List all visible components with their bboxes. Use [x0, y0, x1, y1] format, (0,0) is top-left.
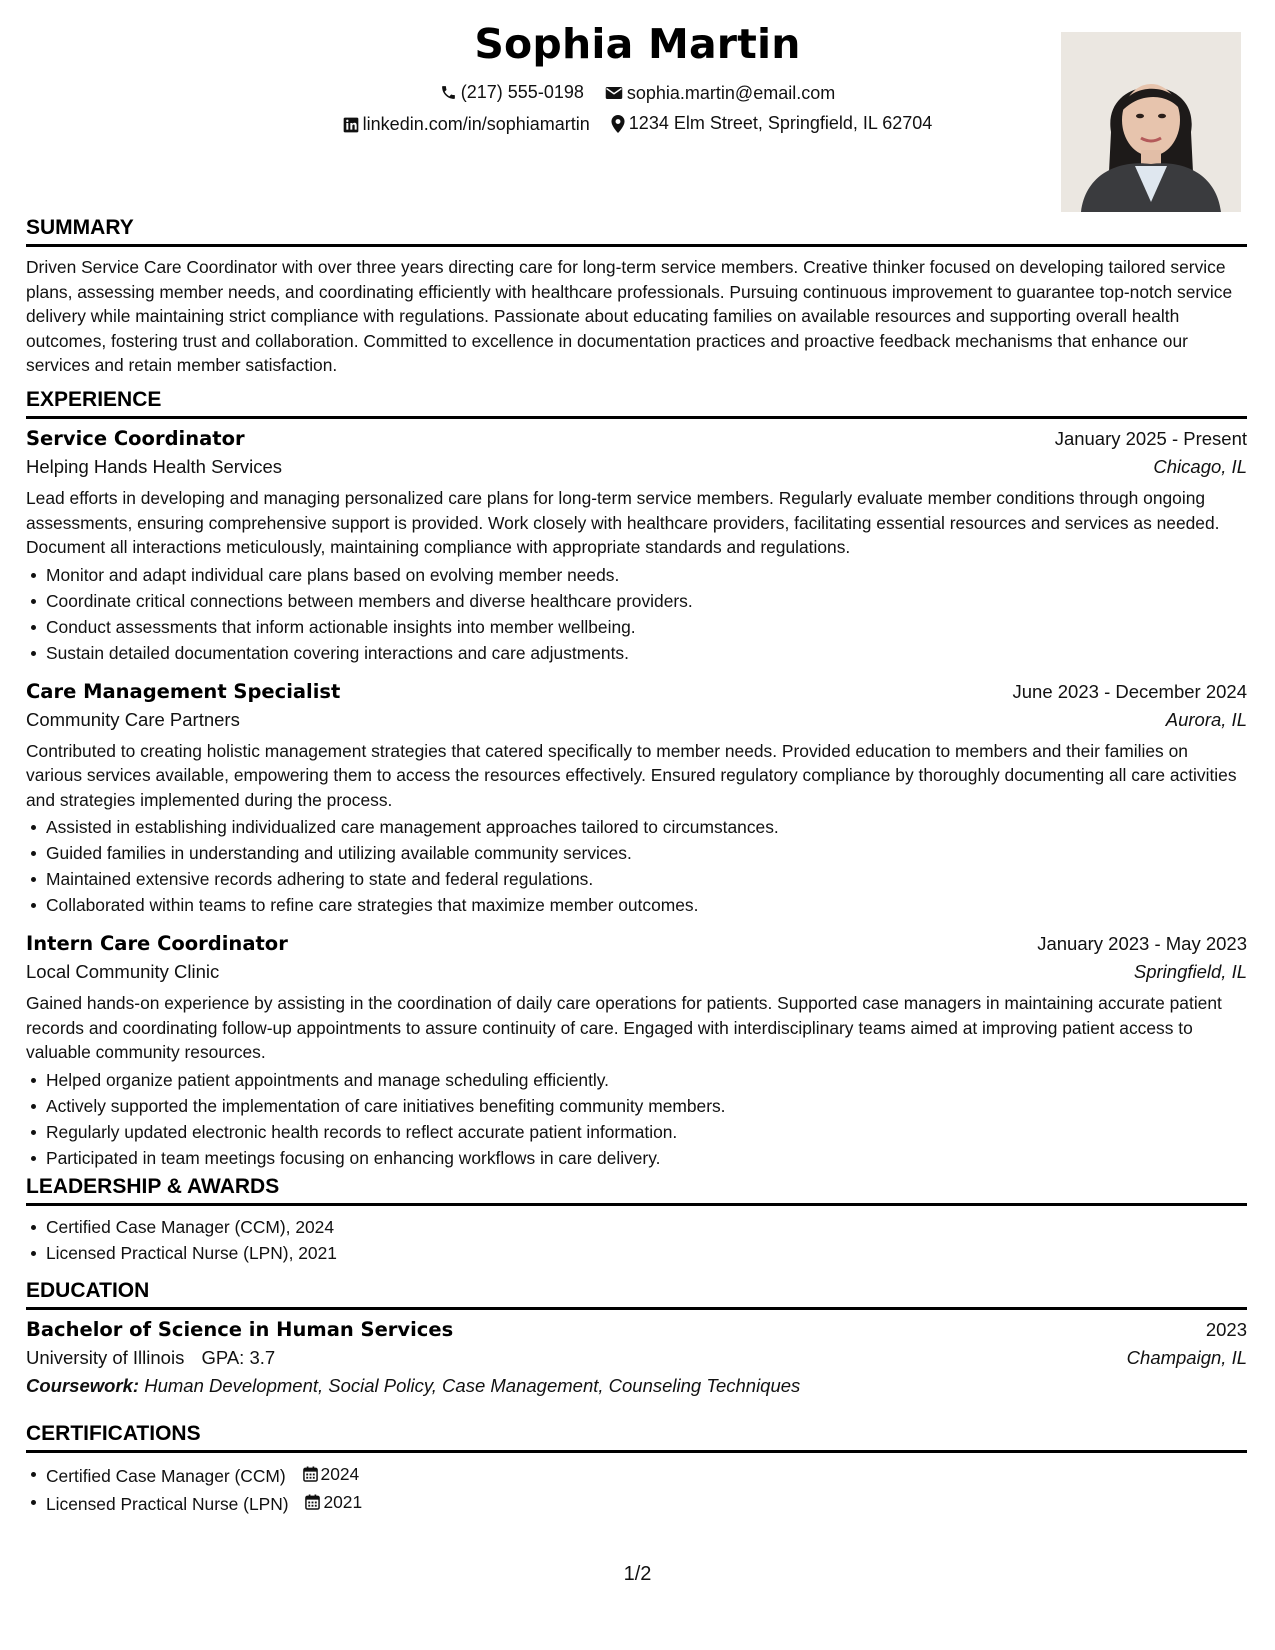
job-title: Care Management Specialist	[26, 679, 341, 703]
list-item: Conduct assessments that inform actionable insights into member wellbeing.	[44, 614, 1247, 640]
school-name-and-gpa	[26, 1347, 275, 1369]
education-section	[26, 1279, 1247, 1397]
job-dates: June 2023 - December 2024	[1012, 680, 1247, 702]
page-number: 1/2	[623, 1563, 652, 1585]
certifications-list	[26, 1461, 1247, 1517]
contact-phone[interactable]	[440, 82, 584, 103]
email-text: sophia.martin@email.com	[626, 82, 836, 103]
job-organization: Local Community Clinic	[26, 961, 220, 982]
experience-heading: EXPERIENCE	[26, 388, 1247, 419]
job-entry	[26, 932, 1247, 1171]
address-text: 1234 Elm Street, Springfield, IL 62704	[628, 113, 933, 133]
certification-name: Certified Case Manager (CCM)	[46, 1466, 286, 1486]
contact-email[interactable]	[605, 83, 835, 104]
job-entry	[26, 427, 1247, 666]
list-item: Regularly updated electronic health records to reflect accurate patient information.	[44, 1119, 1247, 1145]
job-bullets	[26, 562, 1247, 666]
list-item	[44, 1489, 1247, 1517]
job-description: Contributed to creating holistic management strategies that catered specifically to member needs. Provided education to members and their families on various services available, empowering them to access the resources effectively. Ensured regulatory compliance by thoroughly documenting all care activities and strategies implemented during the process.	[26, 740, 1237, 810]
certification-date	[305, 1489, 362, 1515]
list-item	[44, 1461, 1247, 1489]
map-pin-icon	[611, 115, 625, 133]
leadership-section	[26, 1175, 1247, 1266]
job-bullets	[26, 1067, 1247, 1171]
summary-text: Driven Service Care Coordinator with over three years directing care for long-term service members. Creative thinker focused on developing tailored service plans, assessing member needs, and coordinating efficiently with healthcare professionals. Pursuing continuous improvement to guarantee top-notch service delivery while maintaining strict compliance with regulations. Passionate about educating families on available resources and supporting overall health outcomes, fostering trust and collaboration. Committed to excellence in documentation practices and proactive feedback mechanisms that enhance our services and retain member satisfaction.	[26, 257, 1233, 375]
certifications-heading: CERTIFICATIONS	[26, 1422, 1247, 1453]
list-item: Participated in team meetings focusing on enhancing workflows in care delivery.	[44, 1145, 1247, 1171]
certification-date	[303, 1461, 360, 1487]
calendar-icon	[305, 1494, 320, 1510]
coursework-list: Human Development, Social Policy, Case Management, Counseling Techniques	[144, 1375, 801, 1396]
school-location: Champaign, IL	[1126, 1347, 1247, 1368]
list-item: Licensed Practical Nurse (LPN), 2021	[44, 1240, 1247, 1266]
portrait-image	[1061, 32, 1241, 212]
job-bullets	[26, 814, 1247, 918]
phone-icon	[440, 84, 457, 101]
summary-section	[26, 216, 1247, 378]
coursework	[26, 1375, 1247, 1397]
certifications-section	[26, 1422, 1247, 1517]
list-item: Certified Case Manager (CCM), 2024	[44, 1214, 1247, 1240]
job-dates: January 2025 - Present	[1054, 428, 1247, 449]
education-heading: EDUCATION	[26, 1279, 1247, 1310]
degree-title: Bachelor of Science in Human Services	[26, 1318, 454, 1341]
job-description: Gained hands-on experience by assisting in the coordination of daily care operations for patients. Supported case managers in maintaining accurate patient records and coordinating follow-up appointments to assure continuity of care. Engaged with interdisciplinary teams aimed at improving patient access to valuable community resources.	[26, 993, 1222, 1062]
graduation-year: 2023	[1205, 1319, 1247, 1340]
leadership-heading: LEADERSHIP & AWARDS	[26, 1175, 1247, 1206]
linkedin-text: linkedin.com/in/sophiamartin	[362, 114, 590, 134]
resume-header	[26, 0, 1249, 220]
job-title: Service Coordinator	[26, 427, 245, 450]
job-dates: January 2023 - May 2023	[1037, 933, 1247, 954]
certification-name: Licensed Practical Nurse (LPN)	[46, 1494, 289, 1514]
job-entry	[26, 680, 1247, 919]
calendar-icon	[303, 1466, 318, 1482]
job-location: Springfield, IL	[1133, 961, 1247, 982]
phone-text: (217) 555-0198	[460, 82, 584, 102]
gpa: GPA: 3.7	[201, 1347, 276, 1368]
contact-address	[611, 113, 933, 134]
coursework-label: Coursework:	[26, 1375, 140, 1396]
envelope-icon	[605, 85, 623, 101]
job-description: Lead efforts in developing and managing personalized care plans for long-term service members. Regularly evaluate member conditions through ongoing assessments, ensuring comprehensive support is provided. Work closely with healthcare providers, facilitating essential resources and services as needed. Document all interactions meticulously, maintaining compliance with appropriate standards and regulations.	[26, 488, 1220, 557]
summary-heading: SUMMARY	[26, 216, 1247, 247]
list-item: Monitor and adapt individual care plans based on evolving member needs.	[44, 562, 1247, 588]
leadership-list	[26, 1214, 1247, 1266]
contact-linkedin[interactable]	[343, 114, 590, 135]
job-location: Aurora, IL	[1165, 708, 1247, 730]
profile-photo	[1061, 32, 1241, 212]
list-item: Coordinate critical connections between members and diverse healthcare providers.	[44, 588, 1247, 614]
list-item: Guided families in understanding and utilizing available community services.	[44, 840, 1247, 866]
certification-year: 2024	[320, 1464, 360, 1484]
linkedin-icon	[343, 117, 359, 133]
job-location: Chicago, IL	[1153, 456, 1247, 477]
list-item: Maintained extensive records adhering to state and federal regulations.	[44, 866, 1247, 892]
experience-section	[26, 388, 1247, 1185]
job-organization: Community Care Partners	[26, 708, 240, 730]
list-item: Sustain detailed documentation covering interactions and care adjustments.	[44, 640, 1247, 666]
certification-year: 2021	[323, 1492, 363, 1512]
candidate-name: Sophia Martin	[474, 20, 801, 68]
job-title: Intern Care Coordinator	[26, 932, 288, 955]
list-item: Collaborated within teams to refine care strategies that maximize member outcomes.	[44, 892, 1247, 918]
job-organization: Helping Hands Health Services	[26, 456, 283, 477]
list-item: Assisted in establishing individualized care management approaches tailored to circumstances.	[44, 814, 1247, 840]
list-item: Helped organize patient appointments and manage scheduling efficiently.	[44, 1067, 1247, 1093]
list-item: Actively supported the implementation of care initiatives benefiting community members.	[44, 1093, 1247, 1119]
school-name: University of Illinois	[26, 1347, 185, 1368]
